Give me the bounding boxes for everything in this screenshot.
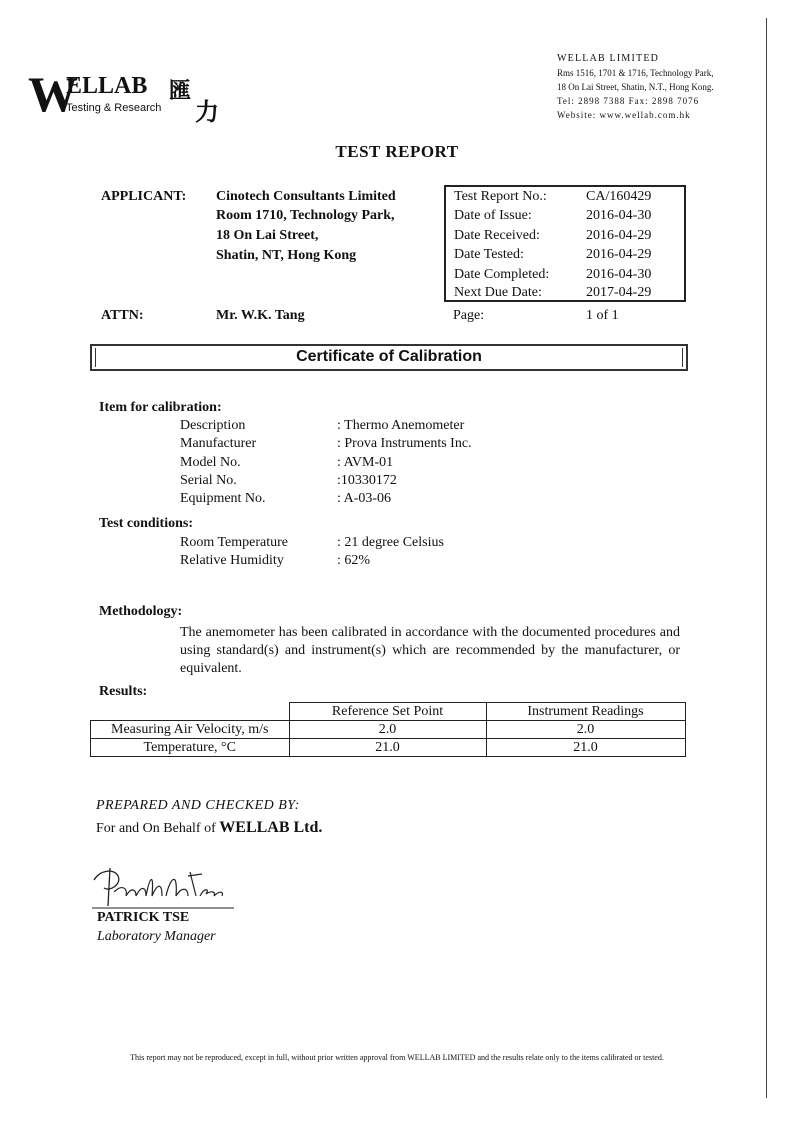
manufacturer-label: Manufacturer xyxy=(180,436,257,451)
company-name: WELLAB LIMITED xyxy=(557,53,660,64)
received-date-label: Date Received: xyxy=(454,228,540,243)
room-temperature-value: : 21 degree Celsius xyxy=(337,535,444,550)
attn-value: Mr. W.K. Tang xyxy=(216,308,305,323)
tested-date-value: 2016-04-29 xyxy=(586,247,652,262)
company-address-line-1: Rms 1516, 1701 & 1716, Technology Park, xyxy=(557,68,714,78)
report-title: TEST REPORT xyxy=(335,142,459,161)
applicant-line-2: Room 1710, Technology Park, xyxy=(216,208,395,223)
applicant-line-1: Cinotech Consultants Limited xyxy=(216,189,396,204)
report-no-label: Test Report No.: xyxy=(454,189,547,204)
logo-ellab: ELLAB xyxy=(66,73,148,99)
report-no-value: CA/160429 xyxy=(586,189,652,204)
issue-date-value: 2016-04-30 xyxy=(586,208,652,223)
logo-subtitle: Testing & Research xyxy=(66,102,162,114)
model-no-label: Model No. xyxy=(180,455,241,470)
relative-humidity-value: : 62% xyxy=(337,553,371,568)
applicant-line-4: Shatin, NT, Hong Kong xyxy=(216,248,357,263)
company-address-block xyxy=(557,52,714,122)
relative-humidity-label: Relative Humidity xyxy=(180,553,284,568)
serial-no-label: Serial No. xyxy=(180,473,237,488)
signatory-title: Laboratory Manager xyxy=(97,929,216,944)
page-value: 1 of 1 xyxy=(586,308,619,323)
completed-date-value: 2016-04-30 xyxy=(586,267,652,282)
manufacturer-value: : Prova Instruments Inc. xyxy=(337,436,472,451)
air-velocity-reading: 2.0 xyxy=(486,721,685,739)
results-header-row xyxy=(91,703,686,721)
temperature-reference: 21.0 xyxy=(289,739,486,757)
table-row xyxy=(91,739,686,757)
signatory-name: PATRICK TSE xyxy=(97,910,190,925)
logo-chinese-2: 力 xyxy=(195,98,219,126)
next-due-date-label: Next Due Date: xyxy=(454,285,542,300)
equipment-no-label: Equipment No. xyxy=(180,491,266,506)
behalf-company: WELLAB Ltd. xyxy=(219,819,323,836)
next-due-date-value: 2017-04-29 xyxy=(586,285,652,300)
results-table xyxy=(90,702,686,757)
methodology-heading: Methodology: xyxy=(99,604,183,619)
equipment-no-value: : A-03-06 xyxy=(337,491,392,506)
wellab-logo xyxy=(28,66,228,126)
company-phone-fax: Tel: 2898 7388 Fax: 2898 7076 xyxy=(557,96,700,106)
page-label: Page: xyxy=(453,308,485,323)
air-velocity-reference: 2.0 xyxy=(289,721,486,739)
methodology-text: The anemometer has been calibrated in accordance with the documented procedures and using standard(s) and instrument(s) which are recommended by the manufacturer, or equivalent. xyxy=(180,625,680,676)
behalf-prefix: For and On Behalf of xyxy=(96,821,220,836)
certificate-banner xyxy=(90,344,688,371)
attn-label: ATTN: xyxy=(101,308,144,323)
description-label: Description xyxy=(180,418,246,433)
signature-image xyxy=(92,862,252,912)
logo-w: W xyxy=(28,66,76,122)
air-velocity-label: Measuring Air Velocity, m/s xyxy=(91,721,290,739)
item-calibration-heading: Item for calibration: xyxy=(99,400,222,415)
results-corner-cell xyxy=(91,703,290,721)
report-info-box xyxy=(444,185,686,302)
instrument-readings-header: Instrument Readings xyxy=(486,703,685,721)
temperature-reading: 21.0 xyxy=(486,739,685,757)
behalf-line xyxy=(96,819,322,837)
results-heading: Results: xyxy=(99,684,148,699)
applicant-label: APPLICANT: xyxy=(101,189,187,204)
received-date-value: 2016-04-29 xyxy=(586,228,652,243)
tested-date-label: Date Tested: xyxy=(454,247,524,262)
footer-disclaimer: This report may not be reproduced, except in full, without prior written approval from WELLAB LIMITED and the results relate only to the items calibrated or tested. xyxy=(130,1053,664,1062)
issue-date-label: Date of Issue: xyxy=(454,208,532,223)
certificate-title: Certificate of Calibration xyxy=(296,348,482,365)
company-address-line-2: 18 On Lai Street, Shatin, N.T., Hong Kong. xyxy=(557,82,714,92)
company-website: Website: www.wellab.com.hk xyxy=(557,110,691,120)
room-temperature-label: Room Temperature xyxy=(180,535,289,550)
table-row xyxy=(91,721,686,739)
logo-chinese-1: 匯 xyxy=(169,79,192,104)
model-no-value: : AVM-01 xyxy=(337,455,394,470)
serial-no-value: :10330172 xyxy=(337,473,397,488)
page-edge-rule xyxy=(766,18,767,1098)
description-value: : Thermo Anemometer xyxy=(337,418,465,433)
test-conditions-heading: Test conditions: xyxy=(99,516,194,531)
temperature-label: Temperature, °C xyxy=(91,739,290,757)
applicant-line-3: 18 On Lai Street, xyxy=(216,228,319,243)
completed-date-label: Date Completed: xyxy=(454,267,550,282)
prepared-checked-label: PREPARED AND CHECKED BY: xyxy=(96,798,300,813)
reference-set-point-header: Reference Set Point xyxy=(289,703,486,721)
